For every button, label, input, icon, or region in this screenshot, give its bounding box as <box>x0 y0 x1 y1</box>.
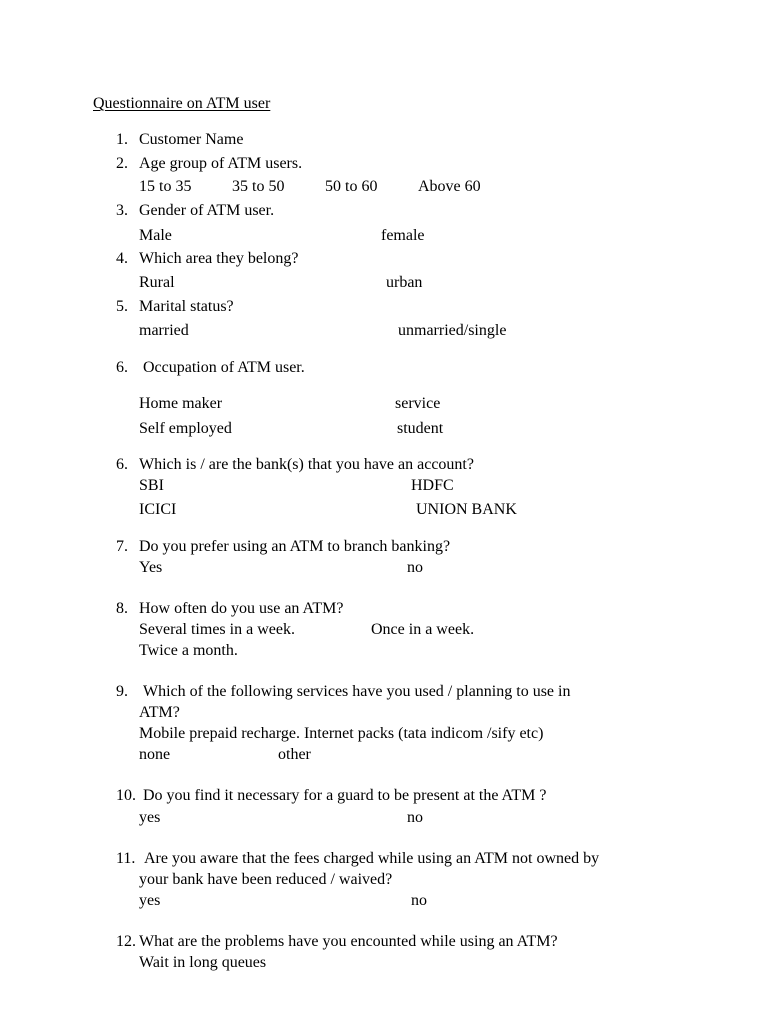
answer-option: ICICI <box>139 501 177 518</box>
question-text: Age group of ATM users. <box>139 155 303 172</box>
question-text: Which of the following services have you used / planning to use in <box>143 683 571 700</box>
question-number: 8. <box>116 600 128 617</box>
answer-option: Male <box>139 227 172 244</box>
question-number: 6. <box>116 359 128 376</box>
question-number: 6. <box>116 456 128 473</box>
answer-option: no <box>407 809 423 826</box>
question-number: 5. <box>116 298 128 315</box>
answer-option: 35 to 50 <box>232 178 285 195</box>
question-number: 3. <box>116 202 128 219</box>
answer-option: none <box>139 746 171 763</box>
question-text: How often do you use an ATM? <box>139 600 344 617</box>
answer-option: female <box>381 227 425 244</box>
answer-option: unmarried/single <box>398 322 507 339</box>
answer-option: married <box>139 322 189 339</box>
answer-option: UNION BANK <box>416 501 517 518</box>
question-number: 9. <box>116 683 128 700</box>
answer-option: Several times in a week. <box>139 621 295 638</box>
answer-option: other <box>278 746 311 763</box>
question-text: Do you find it necessary for a guard to be present at the ATM ? <box>143 787 547 804</box>
answer-option: no <box>407 559 423 576</box>
question-number: 2. <box>116 155 128 172</box>
question-number: 12. <box>116 933 136 950</box>
question-number: 4. <box>116 250 128 267</box>
question-text: Gender of ATM user. <box>139 202 275 219</box>
answer-option: yes <box>139 892 161 909</box>
answer-option: Self employed <box>139 420 232 437</box>
answer-option: 50 to 60 <box>325 178 378 195</box>
answer-option: Mobile prepaid recharge. Internet packs (tata indicom /sify etc) <box>139 725 544 742</box>
question-text: ATM? <box>139 704 180 721</box>
answer-option: SBI <box>139 477 164 494</box>
answer-option: urban <box>386 274 423 291</box>
question-text: Which is / are the bank(s) that you have an account? <box>139 456 474 473</box>
answer-option: HDFC <box>411 477 454 494</box>
answer-option: Twice a month. <box>139 642 238 659</box>
answer-option: Wait in long queues <box>139 954 267 971</box>
question-text: Are you aware that the fees charged while using an ATM not owned by <box>144 850 600 867</box>
answer-option: Above 60 <box>418 178 481 195</box>
question-text: your bank have been reduced / waived? <box>139 871 393 888</box>
question-number: 7. <box>116 538 128 555</box>
answer-option: Once in a week. <box>371 621 475 638</box>
answer-option: Yes <box>139 559 163 576</box>
question-text: Do you prefer using an ATM to branch banking? <box>139 538 451 555</box>
answer-option: Rural <box>139 274 175 291</box>
question-text: Which area they belong? <box>139 250 299 267</box>
question-text: Customer Name <box>139 131 244 148</box>
answer-option: Home maker <box>139 395 223 412</box>
question-number: 1. <box>116 131 128 148</box>
question-text: What are the problems have you encounted while using an ATM? <box>139 933 558 950</box>
answer-option: student <box>397 420 444 437</box>
answer-option: no <box>411 892 427 909</box>
question-text: Occupation of ATM user. <box>143 359 305 376</box>
question-number: 11. <box>116 850 136 867</box>
answer-option: service <box>395 395 441 412</box>
question-text: Marital status? <box>139 298 234 315</box>
answer-option: yes <box>139 809 161 826</box>
answer-option: 15 to 35 <box>139 178 192 195</box>
page-title: Questionnaire on ATM user <box>93 95 271 112</box>
question-number: 10. <box>116 787 136 804</box>
